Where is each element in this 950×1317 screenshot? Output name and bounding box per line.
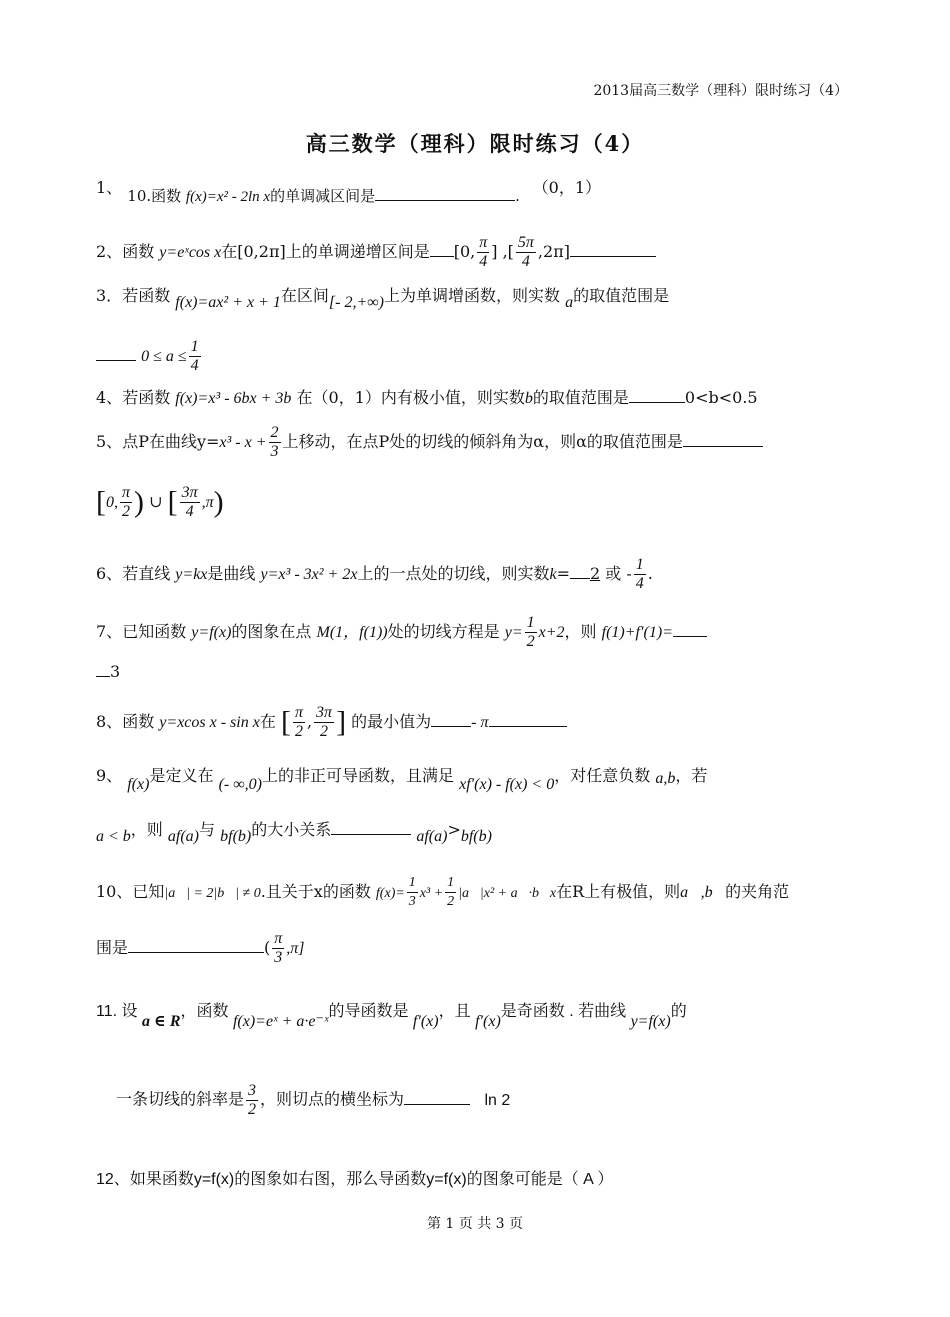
blank xyxy=(489,710,567,727)
blank xyxy=(331,818,411,835)
question-11-line2: 一条切线的斜率是 $\frac{3}{2}$ ，则切点的横坐标为 ln 2 xyxy=(116,1082,511,1118)
question-2: 2、函数 y=eˣcos x在[0,2π]上的单调递增区间是 [0, $\frac{\pi}{4}$ ] ,[ $\frac{5\pi}{4}$ ,2π] xyxy=(96,234,856,271)
question-5-answer: [0, $\frac{\pi}{2}$ ) ∪ [ $\frac{3\pi}{4}$ ,π) xyxy=(96,484,224,520)
answer: ln 2 xyxy=(484,1091,511,1109)
question-7-answer: 3 xyxy=(96,660,856,684)
blank xyxy=(404,1088,470,1105)
page-footer: 第 1 页 共 3 页 xyxy=(426,1216,524,1232)
blank xyxy=(683,430,763,447)
question-11: 11. 设 a ∈ R，函数 f(x)=eˣ + a·e⁻ˣ的导函数是 f′(x)，且 f′(x)是奇函数 . 若曲线 y=f(x)的 xyxy=(96,1003,687,1030)
question-8: 8、函数 y=xcos x - sin x在 [ $\frac{\pi}{2}$ , $\frac{3\pi}{2}$ ] 的最小值为 - π xyxy=(96,704,856,741)
blank xyxy=(96,344,136,361)
question-3-answer: 0 ≤ a ≤ $\frac{1}{4}$ xyxy=(96,338,856,375)
answer: 0<b<0.5 xyxy=(684,388,758,407)
question-10: 10、已知|a⃗| = 2|b⃗| ≠ 0.且关于x的函数 f(x)= $\frac{1}{3}$ x³ + $\frac{1}{2}$ |a⃗|x² + a⃗·b⃗x在R上有极值，则a⃗,b⃗的夹角范 xyxy=(96,875,790,909)
answer: - π xyxy=(471,714,489,731)
question-12: 12、如果函数y=f(x)的图象如右图，那么导函数y=f(x)的图象可能是（ A ） xyxy=(96,1171,614,1188)
blank xyxy=(629,386,685,403)
question-5: 5、点P在曲线y=x³ - x + $\frac{2}{3}$ 上移动，在点P处的切线的倾斜角为α，则α的取值范围是 xyxy=(96,424,856,461)
blank xyxy=(673,620,707,637)
question-4: 4、若函数 f(x)=x³ - 6bx + 3b 在（0，1）内有极小值，则实数b的取值范围是 0<b<0.5 xyxy=(96,388,758,407)
answer: （0，1） xyxy=(532,178,602,197)
blank xyxy=(128,936,264,953)
question-9-line2: a < b，则 af(a)与 bf(b)的大小关系 af(a)>bf(b) xyxy=(96,820,492,845)
running-header: 2013届高三数学（理科）限时练习（4） xyxy=(593,83,848,99)
question-3: 3．若函数 f(x)=ax² + x + 1在区间[- 2,+∞)上为单调增函数，则实数 a的取值范围是 xyxy=(96,286,670,311)
question-9: 9、 f(x)是定义在 (- ∞,0)上的非正可导函数，且满足 xf′(x) - f(x) < 0，对任意负数 a,b，若 xyxy=(96,766,708,793)
blank xyxy=(375,184,515,201)
page-title: 高三数学（理科）限时练习（4） xyxy=(305,131,645,156)
question-1: 1、 10.函数 f(x)=x² - 2ln x的单调减区间是 . （0，1） xyxy=(96,178,602,205)
blank xyxy=(570,240,656,257)
question-6: 6、若直线 y=kx是曲线 y=x³ - 3x² + 2x上的一点处的切线，则实数k= 2 或 - $\frac{1}{4}$ . xyxy=(96,556,653,592)
question-10-line2: 围是 ( $\frac{\pi}{3}$ ,π] xyxy=(96,930,305,966)
question-7: 7、已知函数 y=f(x)的图象在点 M(1，f(1))处的切线方程是 y= $\frac{1}{2}$ x+2，则 f(1)+f′(1)= xyxy=(96,614,856,651)
